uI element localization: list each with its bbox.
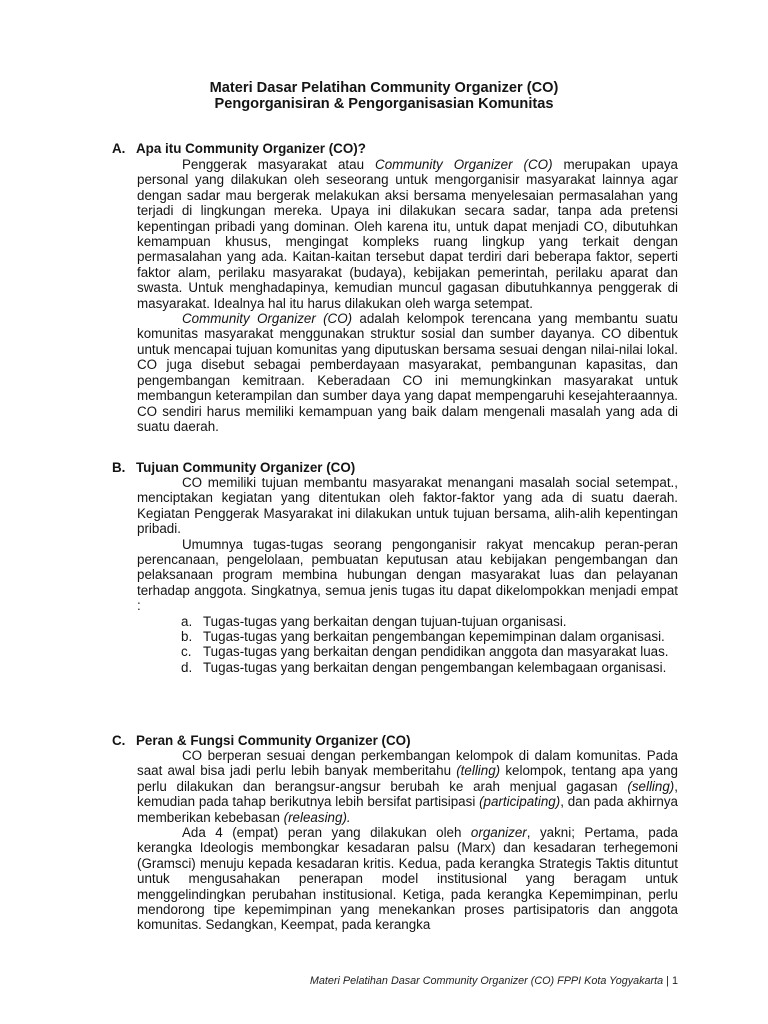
section-letter: B.: [112, 460, 126, 475]
list-item: [137, 614, 678, 629]
footer-separator: |: [663, 975, 672, 987]
section-letter: C.: [112, 733, 126, 748]
list-marker: a.: [181, 613, 193, 629]
emphasis-text: Community Organizer (CO): [182, 311, 353, 327]
task-list: [137, 614, 678, 676]
paragraph: [137, 157, 678, 311]
paragraph: [137, 748, 678, 825]
list-marker: c.: [181, 644, 192, 660]
text-run: adalah kelompok terencana yang membantu suatu komunitas masyarakat menggunakan struktur sosial dan sumber dayanya. CO dibentuk untuk mencapai tujuan komunitas yang diputuskan bersama sesuai dengan nilai-nilai lokal. CO juga disebut sebagai pemberdayaan masyarakat, pembangunan kapasitas, dan pengembangan kemitraan. Keberadaan CO ini memungkinkan masyarakat untuk membangun keterampilan dan sumber daya yang dapat mempengaruhi kesejahteraannya. CO sendiri harus memiliki kemampuan yang baik dalam mengenali masalah yang ada di suatu daerah.: [137, 311, 679, 434]
text-run: Ada 4 (empat) peran yang dilakukan oleh: [182, 825, 471, 841]
section-b-heading: [112, 460, 355, 476]
list-item: [137, 660, 678, 675]
section-heading-text: Tujuan Community Organizer (CO): [136, 460, 356, 475]
section-a-heading: [112, 141, 366, 157]
text-run: Penggerak masyarakat atau: [182, 157, 376, 172]
section-c-heading: [112, 733, 411, 749]
section-a-body: [137, 157, 678, 434]
page-footer: [310, 975, 678, 987]
paragraph: Umumnya tugas-tugas seorang pengonganisir rakyat mencakup peran-peran perencanaan, pengelolaan, pembuatan keputusan atau kebijakan pengembangan dan pelaksanaan program membina hubungan dengan masyarakat luas dan pelayanan terhadap anggota. Singkatnya, semua jenis tugas itu dapat dikelompokkan menjadi empat :: [137, 536, 678, 614]
text-run: , dan pada akhirnya memberikan kebebasan: [137, 794, 678, 825]
emphasis-text: Community Organizer (CO): [375, 157, 553, 172]
list-marker: b.: [181, 629, 193, 645]
section-heading-text: Peran & Fungsi Community Organizer (CO): [136, 733, 411, 748]
text-run: , kemudian pada tahap berikutnya lebih bersifat partisipasi: [137, 778, 678, 810]
footer-text: Materi Pelatihan Dasar Community Organizer (CO) FPPI Kota Yogyakarta: [309, 975, 664, 987]
text-run: kelompok, tentang apa yang perlu dilakukan dan berangsur-angsur berubah ke arah menjual gagasan: [137, 763, 678, 794]
text-run: CO berperan sesuai dengan perkembangan kelompok di dalam komunitas. Pada saat awal bisa jadi perlu lebih banyak memberitahu: [137, 748, 678, 779]
section-letter: A.: [112, 141, 126, 156]
document-title-line1: Materi Dasar Pelatihan Community Organizer (CO): [209, 80, 559, 96]
list-item-text: Tugas-tugas yang berkaitan pengembangan kepemimpinan dalam organisasi.: [203, 629, 665, 645]
list-item-text: Tugas-tugas yang berkaitan dengan pengembangan kelembagaan organisasi.: [203, 659, 667, 675]
emphasis-text: (telling): [456, 763, 501, 779]
section-c-body: [137, 748, 678, 933]
text-run: , yakni; Pertama, pada kerangka Ideologis membongkar kesadaran palsu (Marx) dan kesadaran terhegemoni (Gramsci) menuju kepada kesadaran kritis. Kedua, pada kerangka Strategis Taktis dituntut untuk mengusahakan penerapan model institusional yang beragam untuk menggelindingkan perubahan institusional. Ketiga, pada kerangka Kepemimpinan, perlu mendorong tipe kepemimpinan yang menekankan proses partisipatoris dan anggota komunitas. Sedangkan, Keempat, pada kerangka: [137, 825, 678, 933]
section-b-body: [137, 475, 678, 675]
list-item-text: Tugas-tugas yang berkaitan dengan tujuan-tujuan organisasi.: [203, 613, 567, 629]
emphasis-text: (participating): [479, 794, 561, 810]
paragraph: CO memiliki tujuan membantu masyarakat menangani masalah social setempat., menciptakan kegiatan yang ditentukan oleh faktor-faktor yang ada di suatu daerah. Kegiatan Penggerak Masyarakat ini dilakukan untuk tujuan bersama, alih-alih kepentingan pribadi.: [137, 475, 678, 537]
page-number: 1: [671, 975, 678, 987]
text-run: merupakan upaya personal yang dilakukan oleh seseorang untuk mengorganisir masyarakat lainnya agar dengan sadar mau bergerak melakukan aksi bersama menyelesaian permasalahan yang terjadi di lingkungan mereka. Upaya ini dilakukan secara sadar, tanpa ada pretensi kepentingan pribadi yang dominan. Oleh karena itu, untuk dapat menjadi CO, dibutuhkan kemampuan khusus, mengingat kompleks ruang lingkup yang terkait dengan permasalahan yang ada. Kaitan-kaitan tersebut dapat terdiri dari beberapa faktor, seperti faktor alam, perilaku masyarakat (budaya), kebijakan pemerintah, perilaku aparat dan swasta. Untuk menghadapinya, kemudian muncul gagasan dibutuhkannya penggerak di masyarakat. Idealnya hal itu harus dilakukan oleh warga setempat.: [137, 157, 678, 311]
emphasis-text: (selling): [627, 778, 675, 794]
paragraph: [137, 311, 678, 434]
list-item: [137, 629, 678, 644]
list-item: [137, 644, 678, 659]
list-marker: d.: [181, 659, 193, 675]
document-title-line2: Pengorganisiran & Pengorganisasian Komunitas: [214, 96, 554, 112]
emphasis-text: (releasing).: [283, 809, 351, 825]
list-item-text: Tugas-tugas yang berkaitan dengan pendidikan anggota dan masyarakat luas.: [203, 644, 669, 660]
emphasis-text: organizer: [470, 825, 527, 841]
paragraph: [137, 825, 678, 933]
section-heading-text: Apa itu Community Organizer (CO)?: [136, 141, 366, 156]
